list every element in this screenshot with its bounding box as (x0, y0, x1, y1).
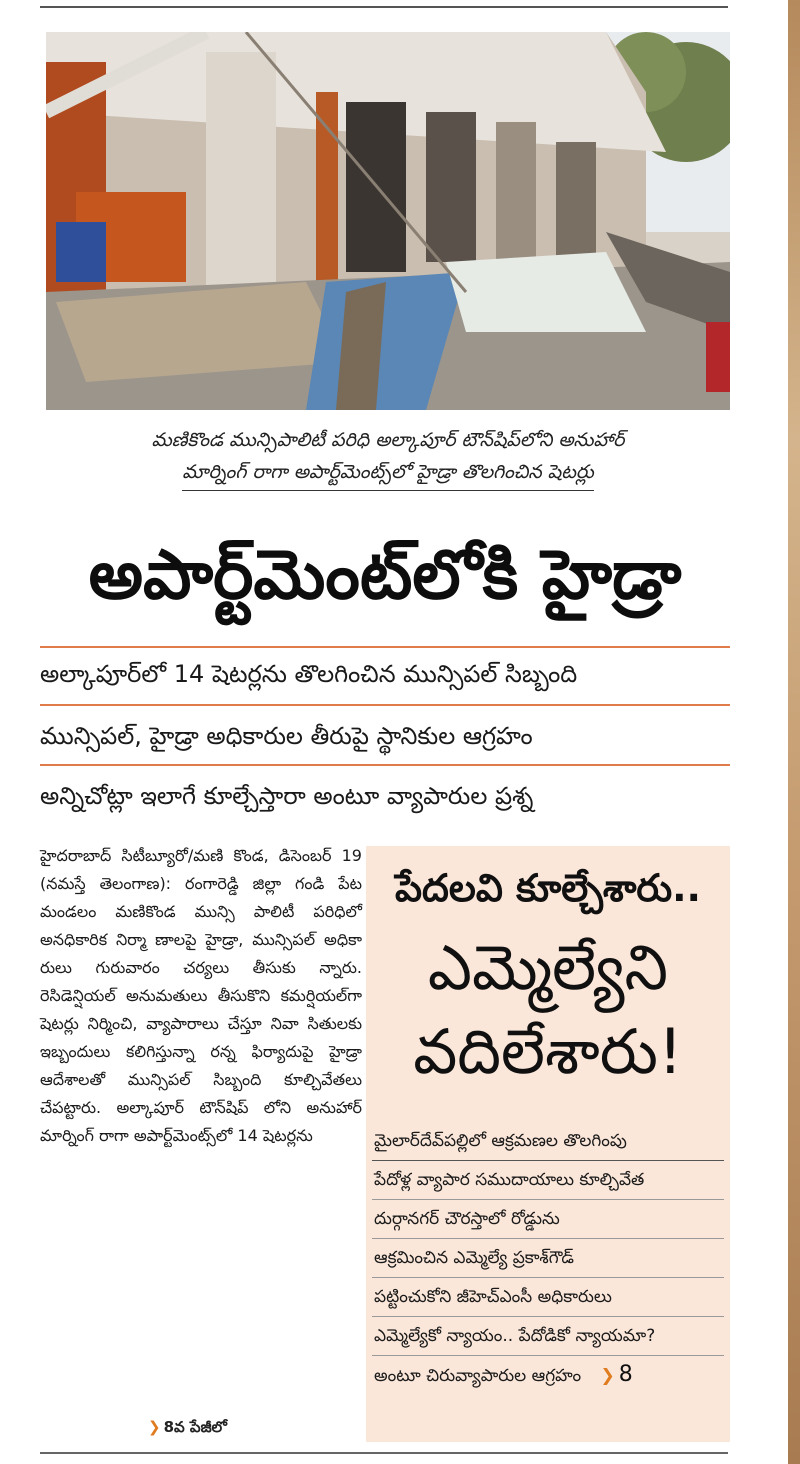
photo-caption (46, 424, 730, 491)
sidebar-points (372, 1122, 724, 1395)
sidebar-point: పట్టించుకోని జీహెచ్‌ఎంసీ అధికారులు (372, 1278, 724, 1317)
sidebar-title-3: వదిలేశారు! (413, 1015, 683, 1088)
deck-rule (40, 764, 730, 766)
deck-rule (40, 704, 730, 706)
page-edge-strip (788, 0, 800, 1464)
sidebar-title-1: పేదలవి కూల్చేశారు.. (395, 866, 701, 910)
sidebar-point: దుర్గానగర్ చౌరస్తాలో రోడ్డును (372, 1200, 724, 1239)
deck-line-1: అల్కాపూర్‌లో 14 షెటర్లను తొలగించిన మున్సిపల్ సిబ్బంది (40, 660, 578, 688)
sidebar-point: ఆక్రమించిన ఎమ్మెల్యే ప్రకాశ్‌గౌడ్ (372, 1239, 724, 1278)
news-photo (46, 32, 730, 410)
sidebar-point: పేదోళ్ల వ్యాపార సముదాయాలు కూల్చివేత (372, 1161, 724, 1200)
top-rule (40, 6, 728, 8)
article-body (40, 842, 362, 1150)
caption-line-1: మణికొండ మున్సిపాలిటీ పరిధి అల్కాపూర్ టౌన్‌షిప్‌లోని అనుహార్ (151, 429, 625, 451)
headline: అపార్ట్‌మెంట్‌లోకి హైడ్రా (88, 536, 682, 615)
page-reference[interactable]: 8 (618, 1362, 633, 1387)
sidebar-title-2: ఎమ్మెల్యేని (427, 931, 669, 1004)
deck-line-3: అన్నిచోట్లా ఇలాగే కూల్చేస్తారా అంటూ వ్యాపారుల ప్రశ్న (40, 782, 534, 810)
continued-on-page-label: 8వ పేజీలో (163, 1418, 227, 1436)
sidebar-point: ఎమ్మెల్యేకో న్యాయం.. పేదోడికో న్యాయమా? (372, 1317, 724, 1356)
caption-line-2: మార్నింగ్ రాగా అపార్ట్‌మెంట్స్‌లో హైడ్రా తొలగించిన షెటర్లు (182, 456, 594, 491)
article-body-text: హైదరాబాద్ సిటీబ్యూరో/మణి కొండ, డిసెంబర్ 19 (నమస్తే తెలంగాణ): రంగారెడ్డి జిల్లా గండి పేట మండలం మణికొండ మున్సి పాలిటీ పరిధిలో అనధికారిక నిర్మా ణాలపై హైడ్రా, మున్సిపల్ అధికా రులు గురువారం చర్యలు తీసుకు న్నారు. రెసిడెన్షియల్ అనుమతులు తీసుకొని కమర్షియల్‌గా షెటర్లు నిర్మించి, వ్యాపారాలు చేస్తూ నివా సితులకు ఇబ్బందులు కలిగిస్తున్నా రన్న ఫిర్యాదుపై హైడ్రా ఆదేశాలతో మున్సిపల్ సిబ్బంది కూల్చివేతలు చేపట్టారు. అల్కాపూర్ టౌన్‌షిప్ లోని అనుహార్ మార్నింగ్ రాగా అపార్ట్‌మెంట్స్‌లో 14 షెటర్లను (40, 846, 362, 1145)
continued-on-page[interactable] (148, 1418, 227, 1440)
bottom-rule (40, 1452, 728, 1454)
sidebar-point-text: అంటూ చిరువ్యాపారుల ఆగ్రహం (374, 1366, 582, 1386)
chevron-right-icon: ❯ (600, 1366, 615, 1386)
sidebar-point: మైలార్‌దేవ్‌పల్లిలో ఆక్రమణల తొలగింపు (372, 1122, 724, 1161)
sidebar-point-last (372, 1356, 724, 1395)
chevron-right-icon: ❯ (148, 1418, 161, 1436)
deck-line-2: మున్సిపల్, హైడ్రా అధికారుల తీరుపై స్థానికుల ఆగ్రహం (40, 722, 533, 750)
